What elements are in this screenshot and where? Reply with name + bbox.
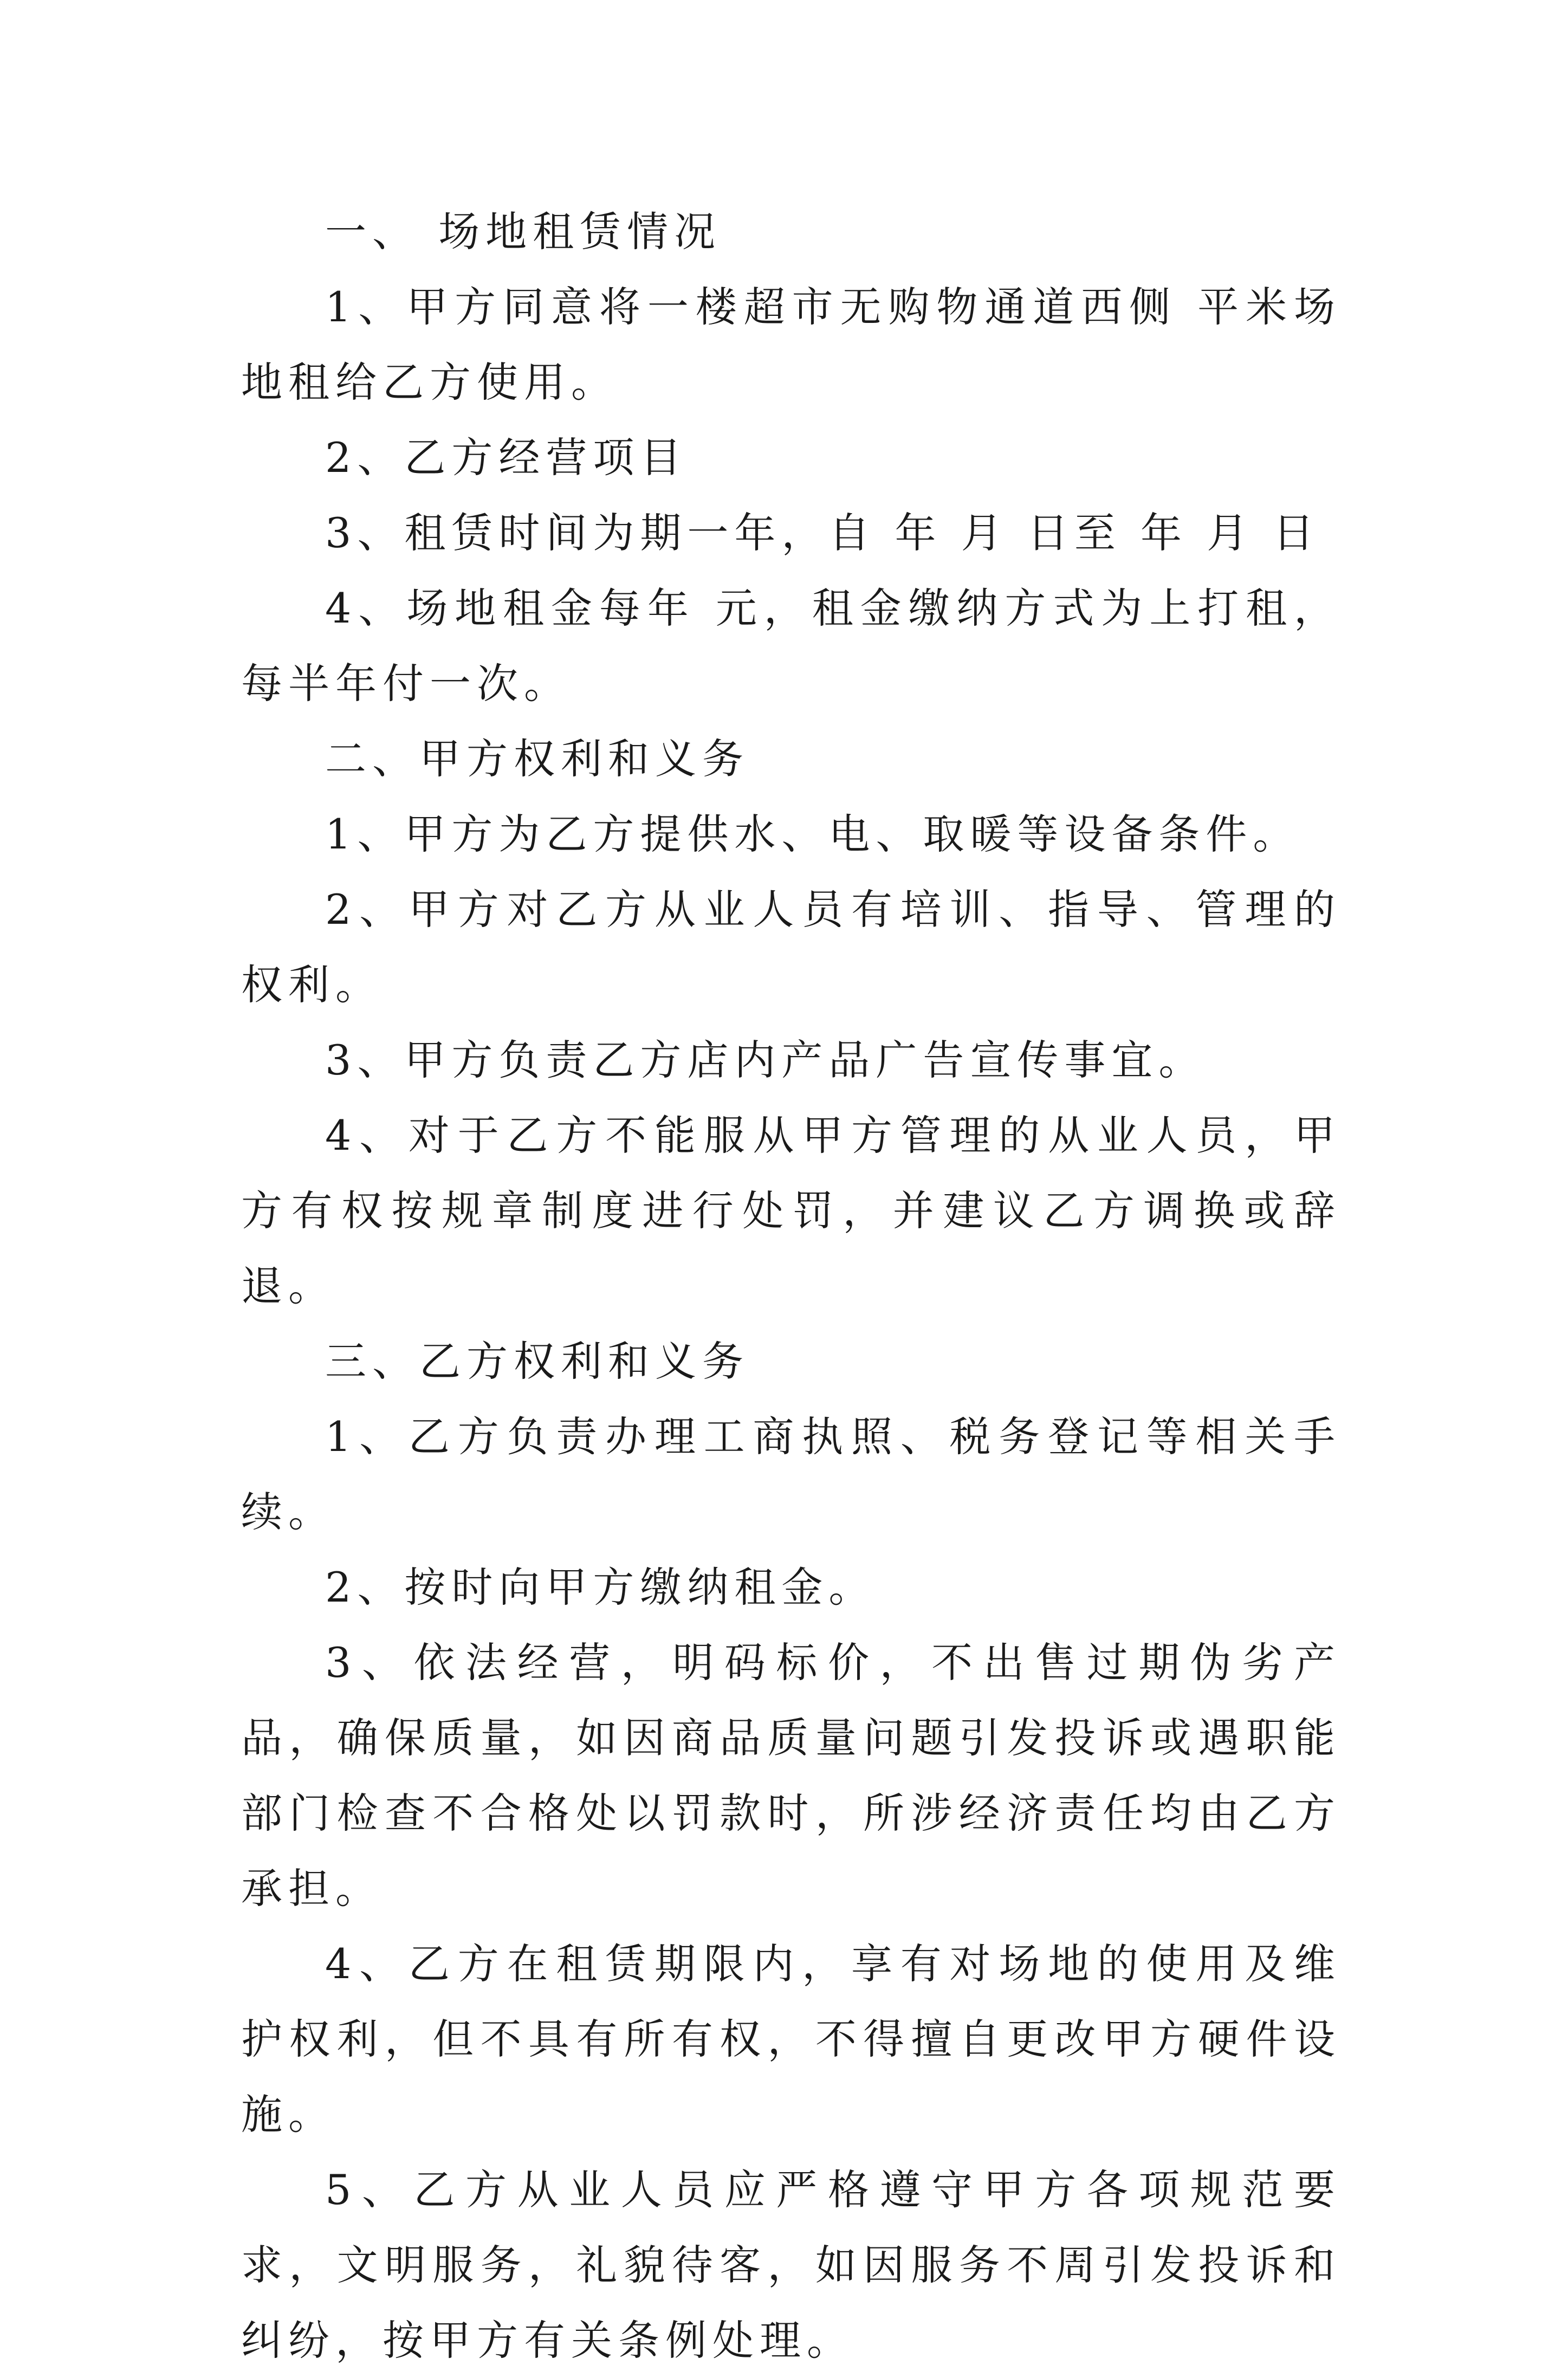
document-body — [241, 194, 1341, 2378]
lease-clause-2: 2、乙方经营项目 — [325, 433, 688, 482]
party-b-clause-2: 2、按时向甲方缴纳租金。 — [325, 1563, 876, 1611]
party-b-clause-3: 3、依法经营，明码标价，不出售过期伪劣产品，确保质量，如因商品质量问题引发投诉或遇职能部门检查不合格处以罚款时，所涉经济责任均由乙方承担。 — [241, 1638, 1341, 1913]
section-heading-party-b: 三、乙方权利和义务 — [325, 1337, 749, 1385]
party-b-clause-5: 5、乙方从业人员应严格遵守甲方各项规范要求，文明服务，礼貌待客，如因服务不周引发投诉和纠纷，按甲方有关条例处理。 — [241, 2166, 1341, 2364]
section-heading-party-a: 二、甲方权利和义务 — [325, 735, 749, 783]
lease-clause-4: 4、场地租金每年 元，租金缴纳方式为上打租，每半年付一次。 — [241, 584, 1341, 708]
party-a-clause-1: 1、甲方为乙方提供水、电、取暖等设备条件。 — [325, 810, 1300, 858]
party-a-clause-4: 4、对于乙方不能服从甲方管理的从业人员，甲方有权按规章制度进行处罚，并建议乙方调换或辞退。 — [241, 1111, 1341, 1310]
section-heading-venue-lease: 一、 场地租赁情况 — [325, 208, 722, 256]
lease-clause-1: 1、甲方同意将一楼超市无购物通道西侧 平米场地租给乙方使用。 — [241, 283, 1341, 406]
party-b-clause-4: 4、乙方在租赁期限内，享有对场地的使用及维护权利，但不具有所有权，不得擅自更改甲方硬件设施。 — [241, 1940, 1341, 2139]
party-b-clause-1: 1、乙方负责办理工商执照、税务登记等相关手续。 — [241, 1412, 1341, 1536]
lease-clause-3: 3、租赁时间为期一年，自 年 月 日至 年 月 日 — [325, 509, 1320, 557]
party-a-clause-2: 2、甲方对乙方从业人员有培训、指导、管理的权利。 — [241, 885, 1341, 1009]
party-a-clause-3: 3、甲方负责乙方店内产品广告宣传事宜。 — [325, 1036, 1206, 1084]
